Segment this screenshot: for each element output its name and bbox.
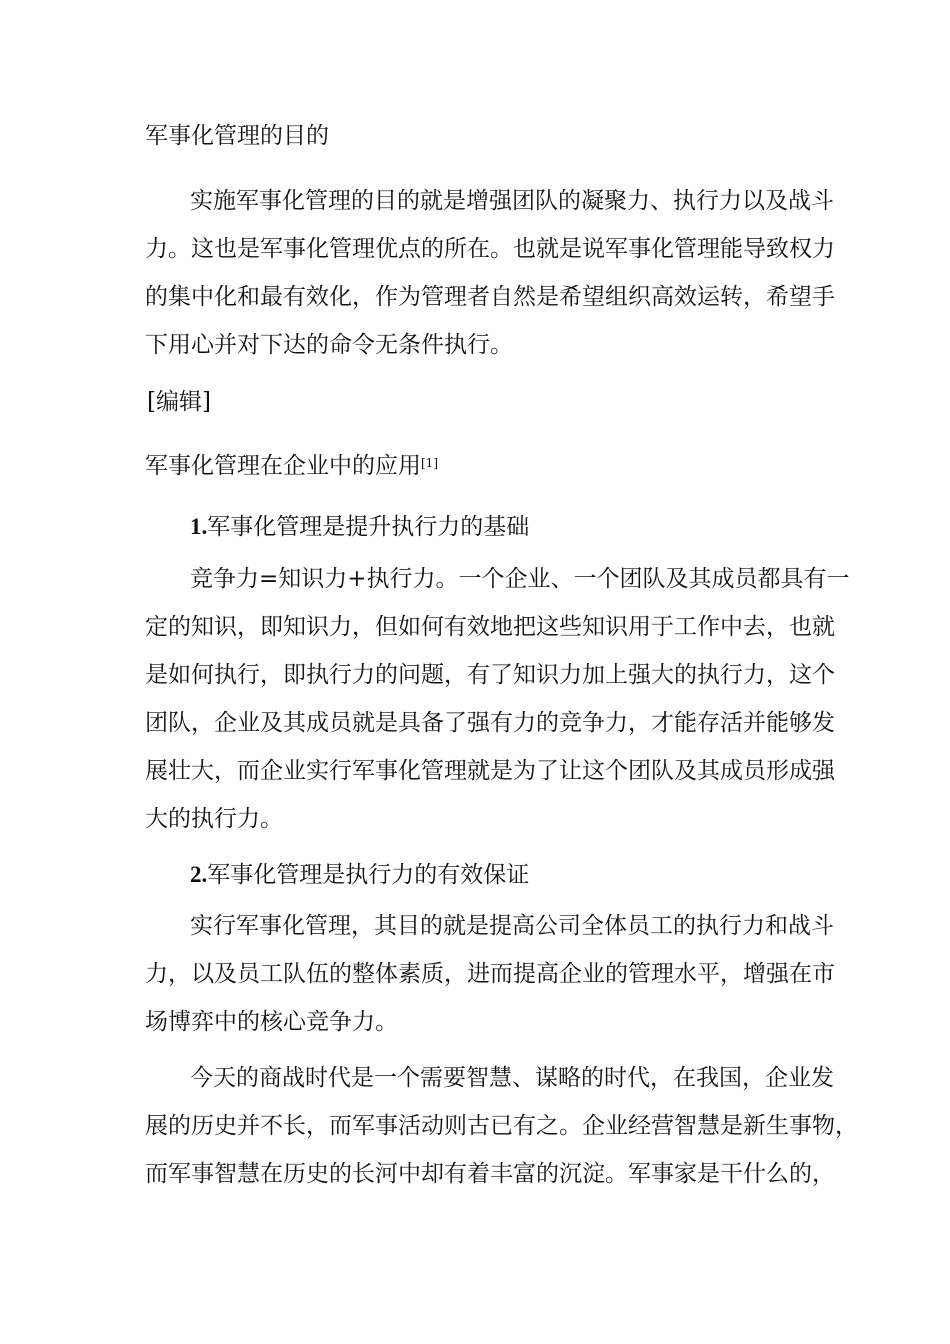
paragraph-line: 展壮大，而企业实行军事化管理就是为了让这个团队及其成员形成强	[145, 758, 835, 784]
item-number: 1.	[190, 514, 208, 539]
paragraph-line: 下用心并对下达的命令无条件执行。	[145, 332, 513, 358]
section-title-text: 军事化管理在企业中的应用	[145, 453, 421, 479]
paragraph-line: 大的执行力。	[145, 806, 283, 832]
item-heading-1	[190, 503, 529, 551]
paragraph-line: 场博弈中的核心竞争力。	[145, 1009, 398, 1035]
reference-link[interactable]: [1]	[421, 456, 438, 470]
paragraph-line: 竞争力=知识力+执行力。一个企业、一个团队及其成员都具有一	[190, 566, 850, 592]
paragraph-line: 而军事智慧在历史的长河中却有着丰富的沉淀。军事家是干什么的，	[145, 1161, 835, 1187]
paragraph-line: 力，以及员工队伍的整体素质，进而提高企业的管理水平，增强在市	[145, 961, 835, 987]
paragraph-line: 实行军事化管理，其目的就是提高公司全体员工的执行力和战斗	[190, 913, 834, 939]
paragraph-line: 力。这也是军事化管理优点的所在。也就是说军事化管理能导致权力	[145, 236, 835, 262]
paragraph-item-2	[145, 902, 835, 1046]
paragraph-purpose	[145, 177, 835, 369]
paragraph-line: 今天的商战时代是一个需要智慧、谋略的时代，在我国，企业发	[190, 1065, 834, 1091]
item-title: 军事化管理是提升执行力的基础	[207, 514, 530, 540]
paragraph-item-2b	[145, 1054, 858, 1198]
section-title-purpose: 军事化管理的目的	[145, 123, 329, 149]
item-number: 2.	[190, 862, 208, 887]
paragraph-line: 的集中化和最有效化，作为管理者自然是希望组织高效运转，希望手	[145, 284, 835, 310]
paragraph-line: 展的历史并不长，而军事活动则古已有之。企业经营智慧是新生事物，	[145, 1113, 858, 1139]
paragraph-line: 是如何执行，即执行力的问题，有了知识力加上强大的执行力，这个	[145, 662, 835, 688]
paragraph-item-1	[145, 555, 850, 843]
paragraph-line: 实施军事化管理的目的就是增强团队的凝聚力、执行力以及战斗	[190, 188, 834, 214]
section-title-application	[145, 439, 438, 490]
paragraph-line: 团队，企业及其成员就是具备了强有力的竞争力，才能存活并能够发	[145, 710, 835, 736]
edit-link[interactable]: [编辑]	[147, 389, 211, 415]
paragraph-line: 定的知识，即知识力，但如何有效地把这些知识用于工作中去，也就	[145, 614, 835, 640]
item-title: 军事化管理是执行力的有效保证	[207, 862, 530, 888]
item-heading-2	[190, 851, 529, 899]
